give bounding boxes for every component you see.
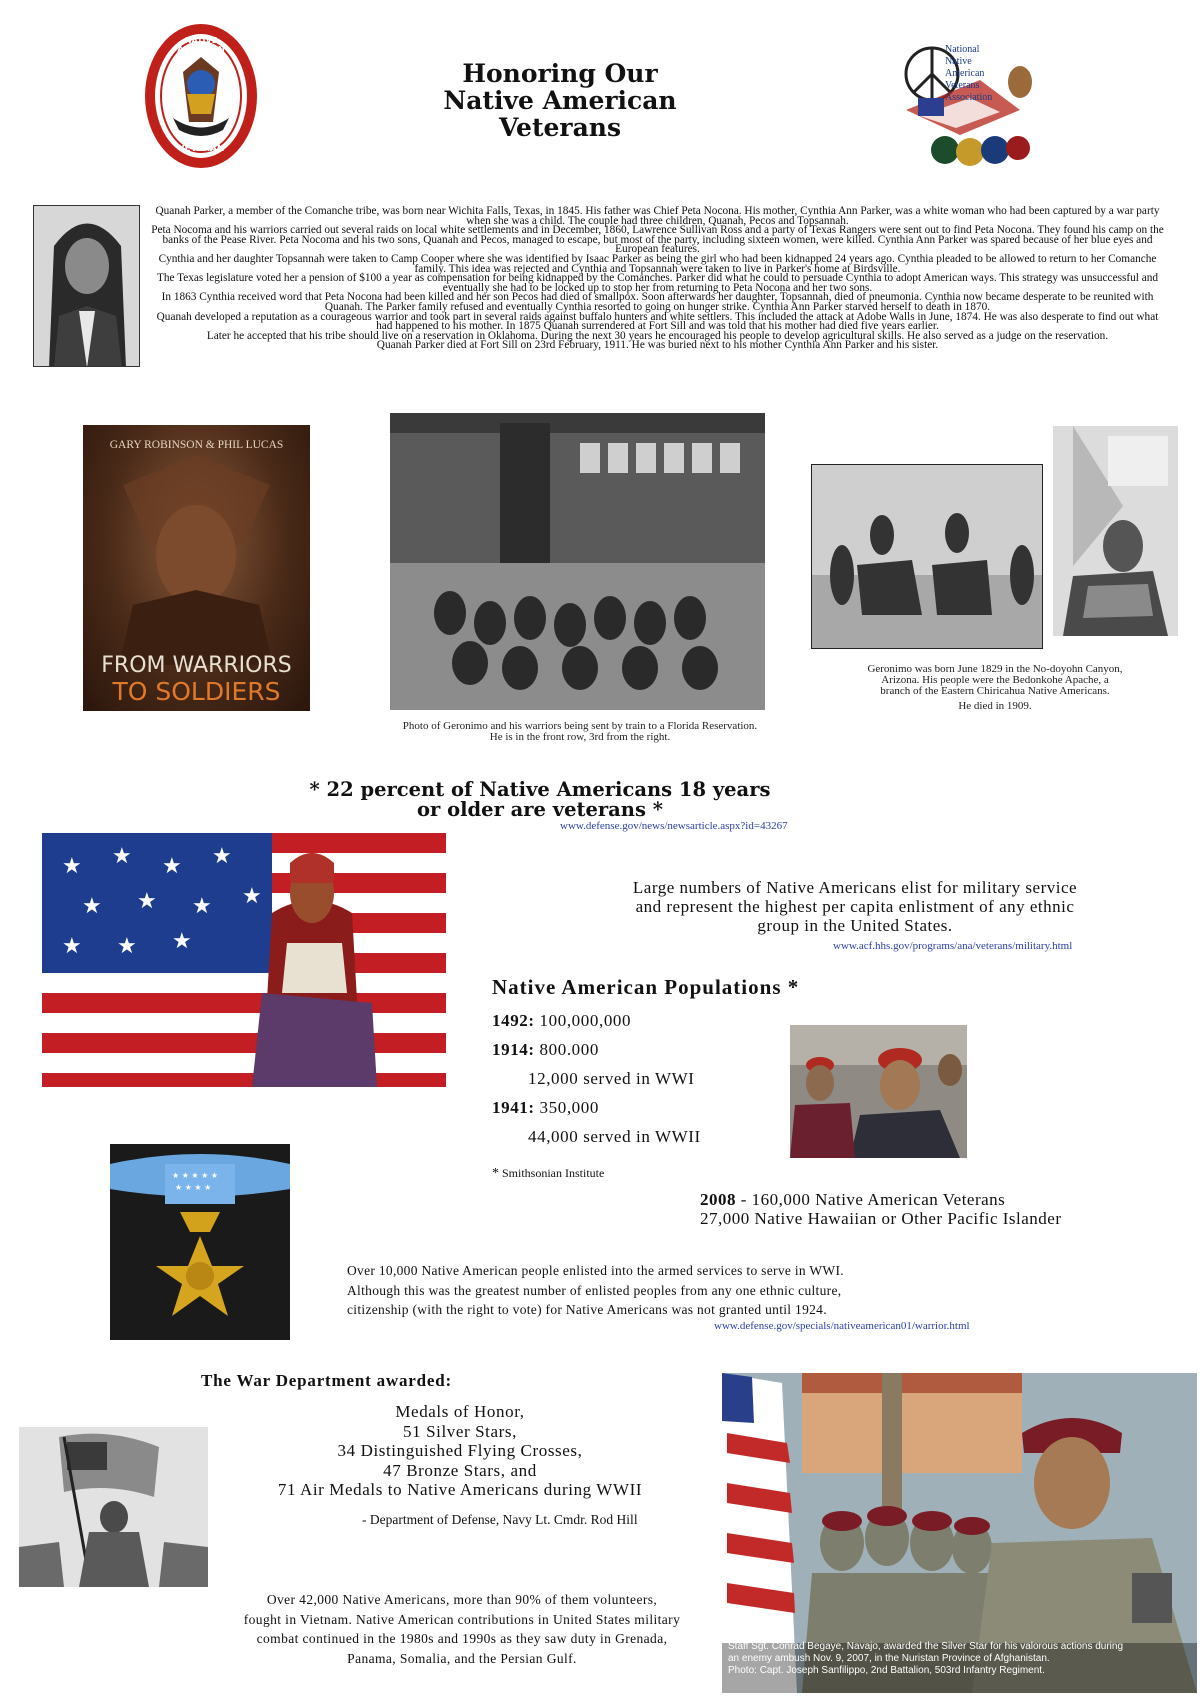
population-value: 44,000 served in WWII bbox=[528, 1127, 701, 1146]
geronimo-caption bbox=[820, 664, 1170, 697]
stat-line-1: * 22 percent of Native Americans 18 years bbox=[309, 778, 771, 801]
award-line: 47 Bronze Stars, and bbox=[383, 1460, 537, 1480]
badge-top-text: NATIVE AMERICAN bbox=[177, 36, 225, 54]
svg-text:★: ★ bbox=[212, 844, 232, 869]
population-value: 100,000,000 bbox=[539, 1011, 632, 1030]
logo-line-4: Veterans bbox=[945, 80, 980, 91]
svg-text:★: ★ bbox=[192, 894, 212, 919]
geronimo-caption-line-3: branch of the Eastern Chiricahua Native Americans. bbox=[880, 685, 1110, 697]
book-cover-from-warriors-to-soldiers bbox=[83, 425, 310, 711]
soldier-caption-line-3: Photo: Capt. Joseph Sanfilippo, 2nd Battalion, 503rd Infantry Regiment. bbox=[728, 1665, 1045, 1676]
population-row bbox=[492, 1035, 701, 1064]
bio-paragraph-3: Cynthia and her daughter Topsannah were taken to Camp Cooper where she was identified by Isaac Parker as being the girl who had been kidnapped 24 years ago. Cynthia pleaded to be allowed to return to her Comanche family. This idea was rejected and Cynthia and Topsannah were taken to live in Parker's home at Birdsville. bbox=[158, 252, 1157, 275]
logo-line-5: Association bbox=[945, 92, 993, 103]
logo-line-2: Native bbox=[945, 56, 972, 67]
medal-of-honor-photo bbox=[110, 1144, 290, 1340]
title-line-2: Native American bbox=[443, 86, 677, 115]
svg-text:★: ★ bbox=[62, 934, 82, 959]
award-line: Medals of Honor, bbox=[395, 1402, 525, 1421]
award-line: 51 Silver Stars, bbox=[403, 1421, 517, 1441]
defense-news-link[interactable]: www.defense.gov/news/newsarticle.aspx?id=43267 bbox=[560, 820, 788, 832]
geronimo-portrait-photo bbox=[1053, 426, 1178, 636]
veterans-saluting-photo bbox=[790, 1025, 967, 1158]
svg-text:★: ★ bbox=[82, 894, 102, 919]
train-caption-line-1: Photo of Geronimo and his warriors being sent by train to a Florida Reservation. bbox=[402, 720, 758, 732]
svg-text:★ ★ ★ ★ ★: ★ ★ ★ ★ ★ bbox=[172, 1171, 219, 1180]
vietnam-service-text bbox=[192, 1590, 732, 1668]
svg-text:★ ★ ★ ★: ★ ★ ★ ★ bbox=[175, 1183, 212, 1192]
bio-paragraph-7: Later he accepted that his tribe should live on a reservation in Oklahoma. During the next 30 years he encouraged his people to develop agricultural skills. He also served as a judge on the reservation. bbox=[206, 329, 1109, 342]
svg-text:★: ★ bbox=[242, 884, 262, 909]
populations-heading: Native American Populations * bbox=[492, 975, 800, 999]
geronimo-death-note: He died in 1909. bbox=[958, 700, 1032, 712]
soldier-caption-line-2: an enemy ambush Nov. 9, 2007, in the Nuristan Province of Afghanistan. bbox=[728, 1653, 1050, 1664]
logo-line-3: American bbox=[945, 68, 985, 79]
book-title-line-2: TO SOLDIERS bbox=[112, 677, 281, 706]
enlistment-statement bbox=[580, 878, 1130, 935]
source-name: Smithsonian Institute bbox=[502, 1166, 605, 1180]
veterans-2008-year: 2008 bbox=[700, 1190, 736, 1209]
awards-list bbox=[220, 1402, 700, 1500]
enlist-line-3: group in the United States. bbox=[757, 916, 953, 935]
populations-source bbox=[492, 1166, 604, 1182]
population-row bbox=[492, 1006, 701, 1035]
populations-list bbox=[492, 1006, 701, 1151]
soldier-photo-caption bbox=[728, 1641, 1193, 1677]
svg-text:★: ★ bbox=[172, 929, 192, 954]
bio-paragraph-2: Peta Nocoma and his warriors carried out several raids on local white settlements and in December, 1860, Lawrence Sullivan Ross and a party of Texas Rangers were sent out to find Peta Nocona. They found his camp on the banks of the Pease River. Peta Nocoma and his two sons, Quanah and Pecos, managed to escape, but most of the party, including sixteen women, were killed. Cynthia Ann Parker was spared because of her blue eyes and European features. bbox=[151, 224, 1164, 256]
geronimo-caption-line-1: Geronimo was born June 1829 in the No-doyohn Canyon, bbox=[867, 663, 1123, 675]
population-row bbox=[492, 1064, 701, 1093]
quanah-parker-photo bbox=[33, 205, 140, 367]
veterans-2008-stat bbox=[700, 1190, 1062, 1228]
awards-source: - Department of Defense, Navy Lt. Cmdr. Rod Hill bbox=[362, 1512, 638, 1527]
defense-specials-link[interactable]: www.defense.gov/specials/nativeamerican01/warrior.html bbox=[714, 1320, 970, 1332]
book-authors: GARY ROBINSON & PHIL LUCAS bbox=[109, 439, 284, 451]
native-american-veteran-badge bbox=[143, 22, 259, 170]
bio-paragraph-1: Quanah Parker, a member of the Comanche tribe, was born near Wichita Falls, Texas, in 1845. His father was Chief Peta Nocona. His mother, Cynthia Ann Parker, was a white woman who had been captured by a war party when she was a child. The couple had three children, Quanah, Pecos and Topsannah. bbox=[155, 205, 1160, 227]
geronimo-caption-line-2: Arizona. His people were the Bedonkohe Apache, a bbox=[881, 674, 1109, 686]
svg-text:★: ★ bbox=[112, 844, 132, 869]
veterans-association-logo bbox=[900, 40, 1040, 175]
source-star: * bbox=[492, 1166, 499, 1181]
veterans-2008-count: - 160,000 Native American Veterans bbox=[736, 1190, 1006, 1209]
book-title-line-1: FROM WARRIORS bbox=[101, 653, 292, 678]
population-year: 1914: bbox=[492, 1040, 535, 1059]
svg-text:★: ★ bbox=[62, 854, 82, 879]
vietnam-line-2: fought in Vietnam. Native American contributions in United States military bbox=[243, 1611, 681, 1627]
bio-paragraph-4: The Texas legislature voted her a pension of $100 a year as compensation for being kidnapped by the Comanches. Parker did what he could to persuade Cynthia to adopt American ways. This strategy was unsuccessful and eventually she had to be locked up to stop her from returning to Peta Nocona and her two sons. bbox=[156, 272, 1159, 294]
bio-paragraph-8: Quanah Parker died at Fort Sill on 23rd February, 1911. He was buried next to his mother Cynthia Ann Parker and his sister. bbox=[376, 339, 939, 352]
awards-heading: The War Department awarded: bbox=[201, 1371, 452, 1390]
wwi-line-1: Over 10,000 Native American people enlisted into the armed services to serve in WWI. bbox=[347, 1263, 844, 1278]
title-line-3: Veterans bbox=[498, 113, 622, 142]
veterans-2008-line-1 bbox=[700, 1190, 1062, 1209]
bio-paragraph-5: In 1863 Cynthia received word that Peta Nocona had been killed and her son Pecos had died of smallpox. Soon afterwards her daughter, Topsannah, died of pneumonia. Cynthia now became desperate to be reunited with Quanah. The Parker family refused and eventually Cynthia resorted to going on hunger strike. Cynthia Ann Parker starved herself to death in 1870. bbox=[161, 291, 1154, 313]
quanah-parker-bio bbox=[150, 207, 1165, 351]
population-year: 1492: bbox=[492, 1011, 535, 1030]
soldier-with-flag-illustration bbox=[19, 1427, 208, 1587]
svg-text:★: ★ bbox=[117, 934, 137, 959]
stat-line-2: or older are veterans * bbox=[417, 798, 663, 821]
train-photo-caption bbox=[330, 721, 830, 743]
svg-text:★: ★ bbox=[137, 889, 157, 914]
soldier-caption-line-1: Staff Sgt. Conrad Begaye, Navajo, awarded the Silver Star for his valorous actions during bbox=[728, 1641, 1124, 1652]
vietnam-line-4: Panama, Somalia, and the Persian Gulf. bbox=[347, 1650, 577, 1666]
bio-paragraph-6: Quanah developed a reputation as a courageous warrior and took part in several raids against buffalo hunters and white settlers. This included the attack at Adobe Walls in June, 1874. He was also desperate to find out what had happened to his mother. In 1875 Quanah surrendered at Fort Sill and was told that his mother had died five years earlier. bbox=[156, 310, 1159, 333]
train-caption-line-2: He is in the front row, 3rd from the right. bbox=[489, 731, 671, 743]
vietnam-line-1: Over 42,000 Native Americans, more than 90% of them volunteers, bbox=[266, 1592, 658, 1607]
svg-text:★: ★ bbox=[162, 854, 182, 879]
population-row bbox=[492, 1093, 701, 1122]
page-title bbox=[410, 60, 710, 141]
title-line-1: Honoring Our bbox=[462, 59, 658, 88]
enlist-line-2: and represent the highest per capita enlistment of any ethnic bbox=[635, 897, 1075, 916]
population-row bbox=[492, 1122, 701, 1151]
wwi-line-2: Although this was the greatest number of enlisted peoples from any one ethnic culture, bbox=[347, 1282, 842, 1298]
logo-line-1: National bbox=[945, 44, 980, 55]
association-logo-text bbox=[945, 44, 1015, 104]
geronimo-on-horseback-photo bbox=[811, 464, 1043, 649]
vietnam-line-3: combat continued in the 1980s and 1990s as they saw duty in Grenada, bbox=[256, 1631, 668, 1646]
population-value: 350,000 bbox=[539, 1098, 599, 1117]
acf-hhs-link[interactable]: www.acf.hhs.gov/programs/ana/veterans/military.html bbox=[833, 940, 1073, 952]
population-value: 800.000 bbox=[539, 1040, 599, 1059]
native-warrior-flag-painting bbox=[42, 833, 446, 1087]
veterans-2008-line-2: 27,000 Native Hawaiian or Other Pacific Islander bbox=[700, 1209, 1062, 1228]
enlist-line-1: Large numbers of Native Americans elist for military service bbox=[632, 878, 1078, 897]
badge-bottom-text: VETERAN bbox=[177, 144, 225, 154]
population-value: 12,000 served in WWI bbox=[528, 1069, 695, 1088]
staff-sgt-begaye-photo bbox=[722, 1373, 1197, 1693]
veterans-percentage-stat bbox=[300, 780, 780, 820]
award-line: 34 Distinguished Flying Crosses, bbox=[337, 1441, 583, 1460]
award-line: 71 Air Medals to Native Americans during WWII bbox=[277, 1480, 643, 1499]
geronimo-train-photo bbox=[390, 413, 765, 710]
population-year: 1941: bbox=[492, 1098, 535, 1117]
wwi-enlistment-text bbox=[347, 1261, 844, 1320]
wwi-line-3: citizenship (with the right to vote) for Native Americans was not granted until 1924. bbox=[347, 1302, 827, 1317]
